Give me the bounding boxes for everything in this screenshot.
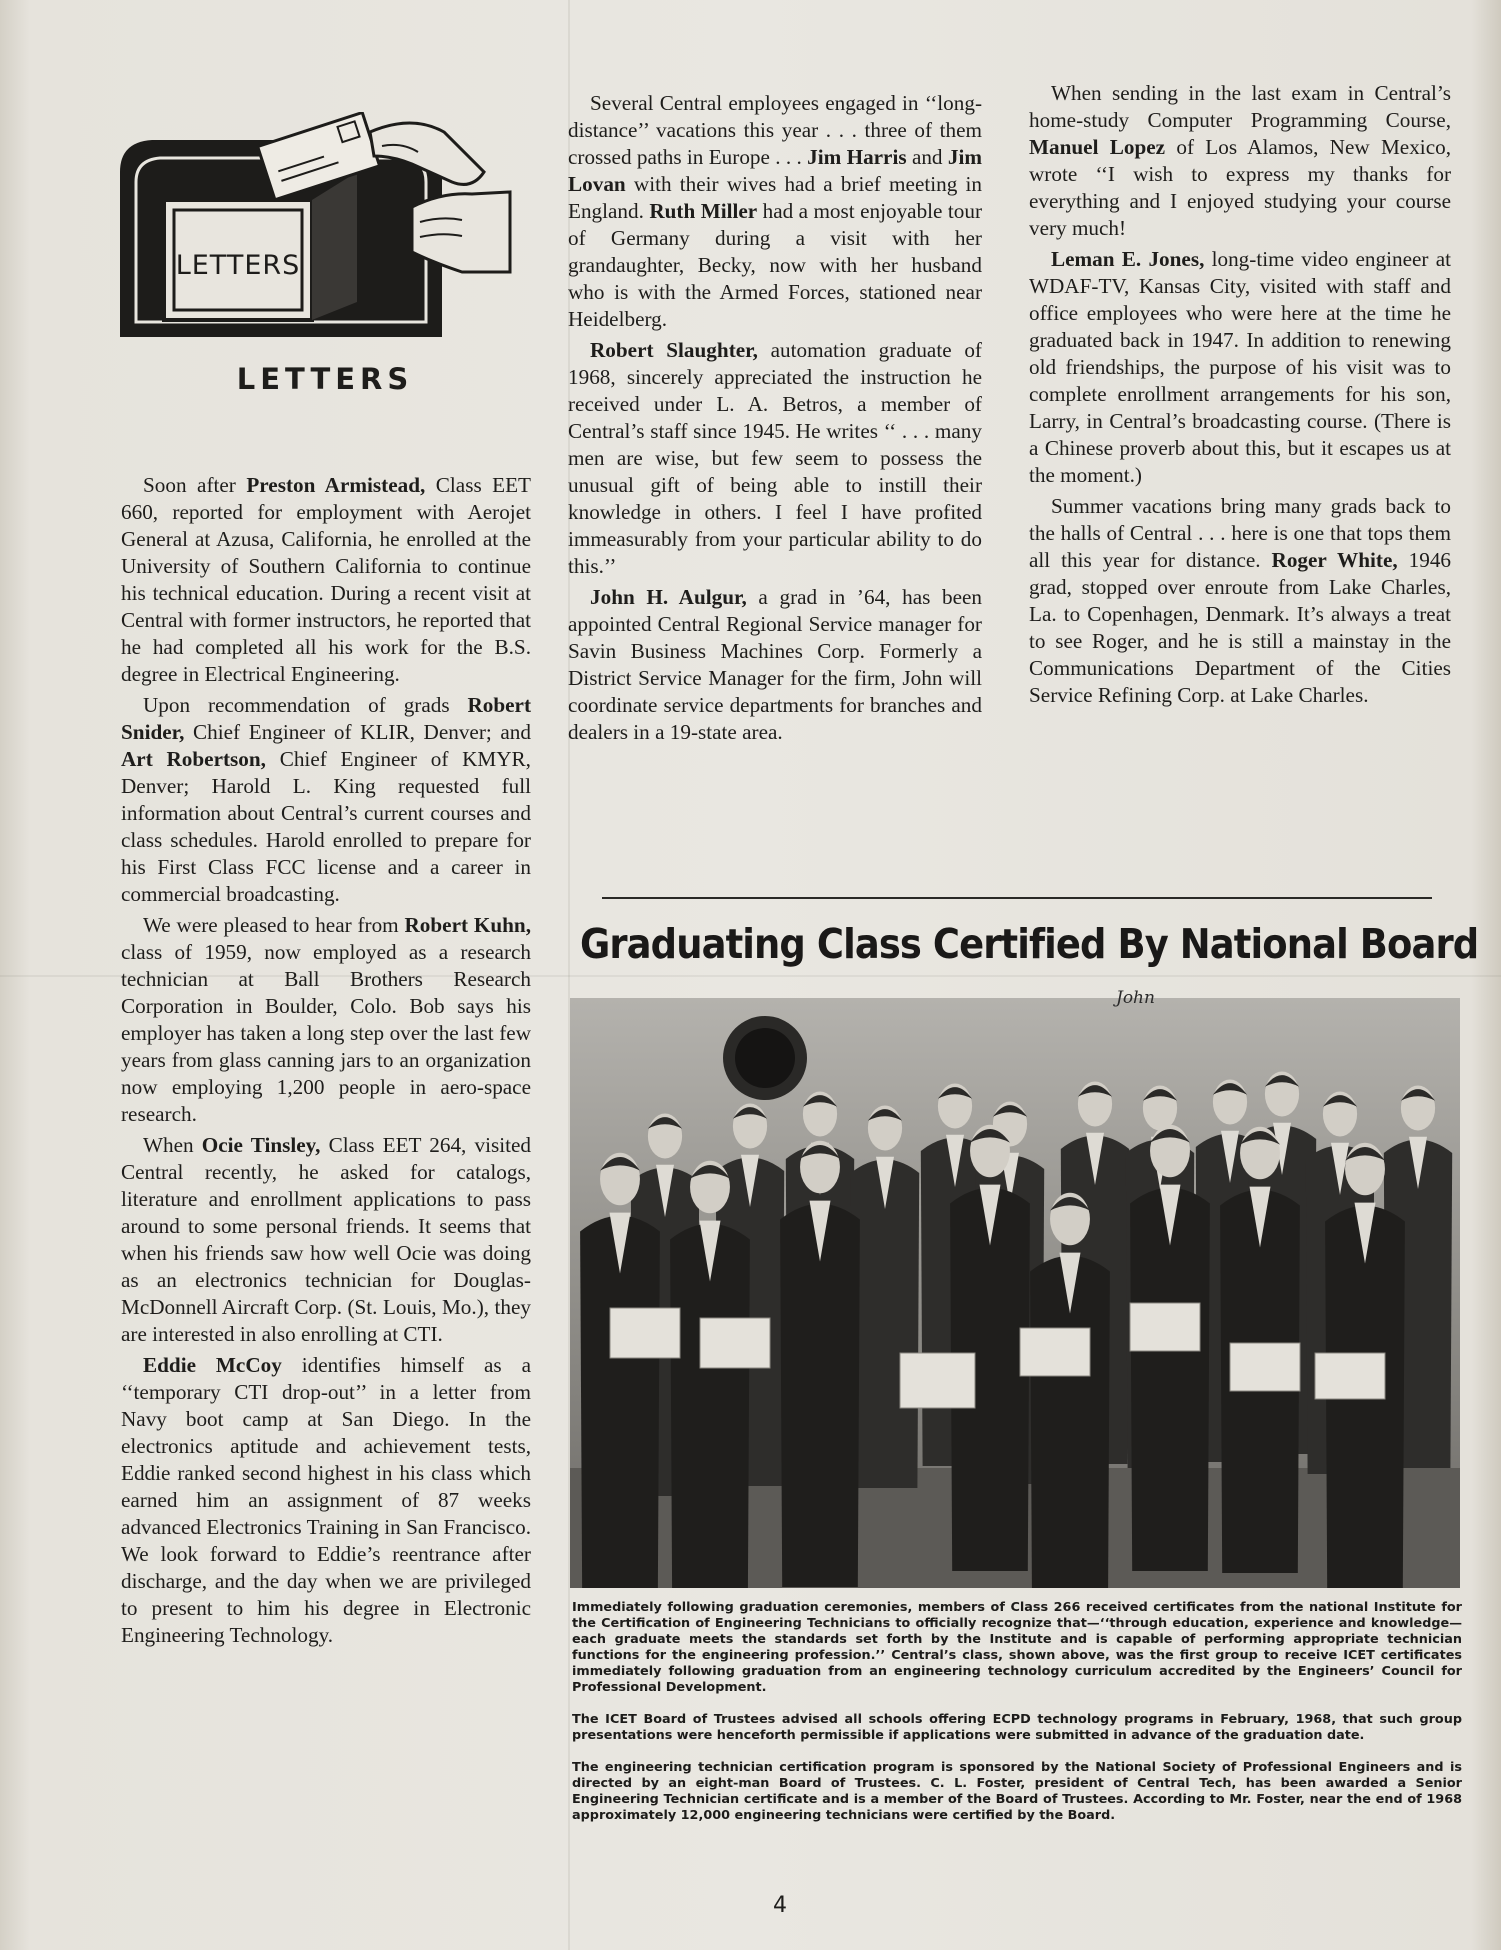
certificate: [610, 1308, 680, 1358]
paragraph-text: Several Central employees engaged in ‘‘long-distance’’ vacations this year . . . three of them crossed paths in Europe . . .: [568, 91, 982, 169]
certificate: [1230, 1343, 1300, 1391]
person-name: Ruth Miller: [649, 199, 758, 223]
article-paragraph: [121, 1352, 531, 1649]
person-name: Robert Slaughter,: [590, 338, 758, 362]
caption-paragraph-1: Immediately following graduation ceremonies, members of Class 266 received certificates from the national Institute for the Certification of Engineering Technicians to officially recognize that—‘‘through education, experience and knowledge—each graduate meets the standards set forth by the Institute and is capable of performing appropriate technician functions for the engineering profession.’’ Central’s class, shown above, was the first group to receive ICET certificates immediately following graduation from an engineering technology curriculum accredited by the Engineers’ Council for Professional Development.: [572, 1600, 1462, 1695]
person-name: Eddie McCoy: [143, 1353, 282, 1377]
certificate: [700, 1318, 770, 1368]
article-paragraph: [568, 584, 982, 746]
person-name: Roger White,: [1271, 548, 1398, 572]
letters-heading: LETTERS: [236, 362, 414, 396]
paragraph-text: and: [906, 145, 948, 169]
paragraph-text: with their wives had a brief meeting in England.: [568, 172, 982, 223]
paragraph-text: Chief Engineer of KMYR, Denver; Harold L. King requested full information about Central’s current courses and class schedules. Harold enrolled to prepare for his First Class FCC license and a career in commercial broadcasting.: [121, 747, 531, 906]
article-paragraph: [1029, 246, 1451, 489]
article-paragraph: [121, 692, 531, 908]
paragraph-text: identifies himself as a ‘‘temporary CTI drop-out’’ in a letter from Navy boot camp at San Diego. In the electronics aptitude and achievement tests, Eddie ranked second highest in his class which earned him an assignment of 87 weeks advanced Electronics Training in San Francisco. We look forward to Eddie’s reentrance after discharge, and the day when we are privileged to present to him his degree in Electronic Engineering Technology.: [121, 1353, 531, 1647]
graduation-headline: Graduating Class Certified By National Board: [580, 920, 1479, 968]
article-paragraph: [568, 90, 982, 333]
person-name: Leman E. Jones,: [1051, 247, 1205, 271]
page-number: 4: [773, 1893, 787, 1918]
section-divider: [602, 897, 1432, 899]
paragraph-text: automation graduate of 1968, sincerely appreciated the instruction he received under L. A. Betros, a member of Central’s staff since 1945. He writes ‘‘ . . . many men are wise, but few seem to possess the unusual gift of being able to instill their knowledge in others. I feel I have profited immeasurably from your particular ability to do this.’’: [568, 338, 982, 578]
certificate: [1020, 1328, 1090, 1376]
paragraph-text: 1946 grad, stopped over enroute from Lake Charles, La. to Copenhagen, Denmark. It’s always a treat to see Roger, and he is still a mainstay in the Communications Department of the Cities Service Refining Corp. at Lake Charles.: [1029, 548, 1452, 707]
person-name: Jim Lovan: [568, 145, 982, 196]
person-name: Manuel Lopez: [1029, 135, 1166, 159]
paragraph-text: Chief Engineer of KLIR, Denver; and: [184, 720, 531, 744]
certificate: [1130, 1303, 1200, 1351]
person-name: Robert Snider,: [121, 693, 531, 744]
article-paragraph: [121, 1132, 531, 1348]
caption-paragraph-2: The ICET Board of Trustees advised all schools offering ECPD technology programs in February, 1968, that such group presentations were henceforth permissible if applications were submitted in advance of the graduation date.: [572, 1712, 1462, 1743]
certificate: [900, 1353, 975, 1408]
paragraph-text: When: [143, 1133, 202, 1157]
paragraph-text: of Los Alamos, New Mexico, wrote ‘‘I wish to express my thanks for everything and I enjoyed studying your course very much!: [1029, 135, 1451, 240]
person-name: John H. Aulgur,: [590, 585, 747, 609]
photo-caption: [572, 1600, 1462, 1840]
paragraph-text: Summer vacations bring many grads back to the halls of Central . . . here is one that tops them all this year for distance.: [1029, 494, 1451, 572]
handwritten-annotation: John: [1116, 988, 1155, 1008]
article-paragraph: [121, 912, 531, 1128]
paragraph-text: Soon after: [143, 473, 247, 497]
paragraph-text: Class EET 264, visited Central recently, he asked for catalogs, literature and enrollment applications to pass around to some personal friends. It seems that when his friends saw how well Ocie was doing as an electronics technician for Douglas-McDonnell Aircraft Corp. (St. Louis, Mo.), they are interested in also enrolling at CTI.: [121, 1133, 532, 1346]
article-paragraph: [121, 472, 531, 688]
paragraph-text: We were pleased to hear from: [143, 913, 405, 937]
person-name: Ocie Tinsley,: [201, 1133, 321, 1157]
person-name: Robert Kuhn,: [404, 913, 531, 937]
paragraph-text: a grad in ’64, has been appointed Central Regional Service manager for Savin Business Machines Corp. Formerly a District Service Manager for the firm, John will coordinate service departments for branches and dealers in a 19-state area.: [568, 585, 983, 744]
article-paragraph: [1029, 80, 1451, 242]
caption-paragraph-3: The engineering technician certification program is sponsored by the National Society of Professional Engineers and is directed by an eight-man Board of Trustees. C. L. Foster, president of Central Tech, has been awarded a Senior Engineering Technician certificate and is a member of the Board of Trustees. According to Mr. Foster, near the end of 1968 approximately 12,000 engineering technicians were certified by the Board.: [572, 1760, 1462, 1823]
paragraph-text: Class EET 660, reported for employment with Aerojet General at Azusa, California, he enrolled at the University of Southern California to continue his technical education. During a recent visit at Central with former instructors, he reported that he had completed all his work for the B.S. degree in Electrical Engineering.: [121, 473, 532, 686]
article-column-middle: [568, 90, 982, 750]
article-column-right: [1029, 80, 1451, 713]
certificate: [1315, 1353, 1385, 1399]
paragraph-text: Upon recommendation of grads: [143, 693, 468, 717]
article-paragraph: [1029, 493, 1451, 709]
mailbox-letters-logo: [112, 112, 512, 350]
paragraph-text: long-time video engineer at WDAF-TV, Kansas City, visited with staff and office employees who were here at the time he graduated back in 1947. In addition to renewing old friendships, the purpose of his visit was to complete enrollment arrangements for his son, Larry, in Central’s broadcasting course. (There is a Chinese proverb about this, but it escapes us at the moment.): [1029, 247, 1451, 487]
paragraph-text: class of 1959, now employed as a research technician at Ball Brothers Research Corporation in Boulder, Colo. Bob says his employer has taken a long step over the last few years from glass canning jars to an organization now employing 1,200 people in aero-space research.: [121, 940, 531, 1126]
article-column-left: [121, 472, 531, 1653]
article-paragraph: [568, 337, 982, 580]
person-name: Art Robertson,: [121, 747, 266, 771]
paragraph-text: had a most enjoyable tour of Germany during a visit with her grandaughter, Becky, now with her husband who is with the Armed Forces, stationed near Heidelberg.: [568, 199, 983, 331]
logo-sign-text: LETTERS: [175, 250, 301, 281]
paragraph-text: When sending in the last exam in Central’s home-study Computer Programming Course,: [1029, 81, 1451, 132]
graduating-class-photo: [570, 998, 1460, 1588]
person-name: Preston Armistead,: [246, 473, 426, 497]
person-name: Jim Harris: [807, 145, 907, 169]
